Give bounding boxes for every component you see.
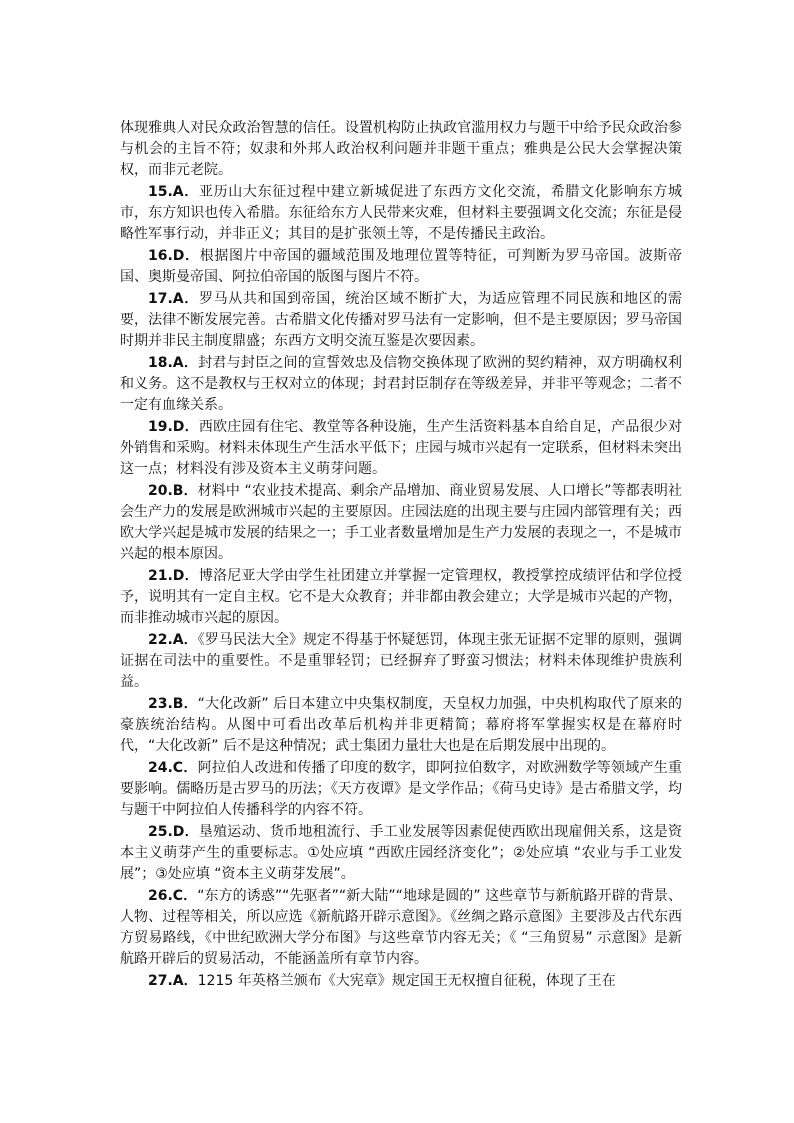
paragraph-continued (120, 118, 682, 181)
answer-text: 亚历山大东征过程中建立新城促进了东西方文化交流，希腊文化影响东方城市，东方知识也传入希腊。东征给东方人民带来灾难，但材料主要强调文化交流；东征是侵略性军事行动，并非正义；其目的是扩张领土等，不是传播民主政治。 (120, 184, 682, 242)
answer-15 (120, 182, 682, 245)
answer-27 (120, 971, 682, 992)
answer-text: 1215 年英格兰颁布《大宪章》规定国王无权擅自征税，体现了王在 (197, 973, 616, 989)
answer-text: 封君与封臣之间的宣誓效忠及信物交换体现了欧洲的契约精神，双方明确权利和义务。这不是教权与王权对立的体现；封君封臣制存在等级差异，并非平等观念；二者不一定有血缘关系。 (120, 355, 683, 413)
paragraph-text: 体现雅典人对民众政治智慧的信任。设置机构防止执政官滥用权力与题干中给予民众政治参与机会的主旨不符；奴隶和外邦人政治权利问题并非题干重点；雅典是公民大会掌握决策权，而非元老院。 (120, 120, 682, 178)
answer-label: 18.A． (148, 355, 199, 371)
answer-text: “东方的诱惑”“先驱者”“新大陆”“地球是圆的” 这些章节与新航路开辟的背景、人物、过程等相关，所以应选《新航路开辟示意图》。《丝绸之路示意图》主要涉及古代东西方贸易路线，《中世纪欧洲大学分布图》与这些章节内容无关；《 “三角贸易” 示意图》是新航路开辟后的贸易活动，不能涵盖所有章节内容。 (120, 888, 682, 967)
answer-explanations (120, 118, 682, 993)
answer-text: “大化改新” 后日本建立中央集权制度，天皇权力加强，中央机构取代了原来的豪族统治结构。从图中可看出改革后机构并非更精简；幕府将军掌握实权是在幕府时代，“大化改新” 后不是这种情况；武士集团力量壮大也是在后期发展中出现的。 (120, 696, 682, 754)
answer-text: 阿拉伯人改进和传播了印度的数字，即阿拉伯数字，对欧洲数学等领域产生重要影响。儒略历是古罗马的历法；《天方夜谭》是文学作品；《荷马史诗》是古希腊文学，均与题干中阿拉伯人传播科学的内容不符。 (120, 760, 683, 818)
answer-20 (120, 481, 682, 565)
answer-23 (120, 694, 682, 757)
answer-22 (120, 630, 682, 693)
answer-text: 根据图片中帝国的疆域范围及地理位置等特征，可判断为罗马帝国。波斯帝国、奥斯曼帝国、阿拉伯帝国的版图与图片不符。 (120, 248, 683, 285)
answer-label: 22.A． (148, 632, 198, 648)
answer-label: 27.A． (148, 973, 198, 989)
answer-16 (120, 246, 682, 288)
answer-label: 20.B． (148, 483, 198, 499)
answer-label: 25.D． (148, 824, 199, 840)
answer-26 (120, 886, 682, 970)
answer-25 (120, 822, 682, 885)
answer-text: 博洛尼亚大学由学生社团建立并掌握一定管理权，教授掌控成绩评估和学位授予，说明其有一定自主权。它不是大众教育；并非都由教会建立；大学是城市兴起的产物，而非推动城市兴起的原因。 (120, 568, 683, 626)
answer-label: 16.D． (148, 248, 200, 264)
answer-label: 15.A． (148, 184, 199, 200)
answer-21 (120, 566, 682, 629)
answer-text: 材料中 “农业技术提高、剩余产品增加、商业贸易发展、人口增长”等都表明社会生产力的发展是欧洲城市兴起的主要原因。庄园法庭的出现主要与庄园内部管理有关；西欧大学兴起是城市发展的结果之一；手工业者数量增加是生产力发展的表现之一，不是城市兴起的根本原因。 (120, 483, 682, 562)
answer-label: 17.A． (148, 291, 199, 307)
answer-text: 西欧庄园有住宅、教堂等各种设施，生产生活资料基本自给自足，产品很少对外销售和采购。材料未体现生产生活水平低下；庄园与城市兴起有一定联系，但材料未突出这一点；材料没有涉及资本主义萌芽问题。 (120, 419, 683, 477)
answer-label: 26.C． (148, 888, 198, 904)
answer-label: 24.C． (148, 760, 198, 776)
answer-label: 19.D． (148, 419, 199, 435)
answer-18 (120, 353, 682, 416)
answer-text: 垦殖运动、货币地租流行、手工业发展等因素促使西欧出现雇佣关系，这是资本主义萌芽产生的重要标志。①处应填 “西欧庄园经济变化”；②处应填 “农业与手工业发展”；③处应填 “资本主义萌芽发展”。 (120, 824, 683, 882)
answer-text: 《罗马民法大全》规定不得基于怀疑惩罚，体现主张无证据不定罪的原则，强调证据在司法中的重要性。不是重罪轻罚；已经摒弃了野蛮习惯法；材料未体现维护贵族利益。 (120, 632, 683, 690)
answer-label: 21.D． (148, 568, 199, 584)
answer-17 (120, 289, 682, 352)
answer-19 (120, 417, 682, 480)
answer-24 (120, 758, 682, 821)
answer-text: 罗马从共和国到帝国，统治区域不断扩大，为适应管理不同民族和地区的需要，法律不断发展完善。古希腊文化传播对罗马法有一定影响，但不是主要原因；罗马帝国时期并非民主制度鼎盛；东西方文明交流互鉴是次要因素。 (120, 291, 682, 349)
answer-label: 23.B． (148, 696, 198, 712)
